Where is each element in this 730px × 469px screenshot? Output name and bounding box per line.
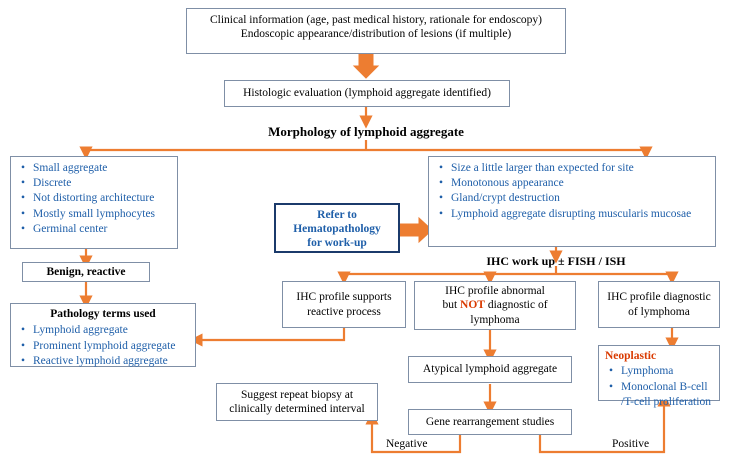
neoplastic-title: Neoplastic xyxy=(605,350,657,362)
node-neoplastic xyxy=(598,345,720,408)
ihc-abnormal-line2-pre: but xyxy=(442,299,461,312)
edge-label-negative-text: Negative xyxy=(386,438,428,450)
atypical-aggregate-text: Atypical lymphoid aggregate xyxy=(422,363,558,376)
ihc-abnormal-line2 xyxy=(421,298,569,327)
node-ihc-diagnostic xyxy=(598,281,720,328)
pathology-terms-title: Pathology terms used xyxy=(50,308,156,320)
heading-ihc-workup xyxy=(452,254,660,269)
heading-morphology-text: Morphology of lymphoid aggregate xyxy=(268,124,464,139)
refer-line1: Refer to xyxy=(317,209,357,221)
node-benign-features xyxy=(10,156,178,249)
edge-label-positive-text: Positive xyxy=(612,438,650,450)
list-item: • Gland/crypt destruction xyxy=(449,191,709,206)
ihc-abnormal-line1: IHC profile abnormal xyxy=(445,284,545,297)
list-item: • Small aggregate xyxy=(31,161,171,176)
heading-ihc-workup-text: IHC work up ± FISH / ISH xyxy=(486,254,626,268)
node-refer-hematopathology xyxy=(274,203,400,253)
ihc-diagnostic-line2: of lymphoma xyxy=(628,305,690,318)
list-item: • Discrete xyxy=(31,176,171,191)
ihc-reactive-line2: reactive process xyxy=(307,305,381,318)
ihc-abnormal-not-emphasis: NOT xyxy=(460,299,485,312)
edge-label-positive xyxy=(612,438,649,450)
neoplastic-list xyxy=(605,364,713,410)
list-item: • Lymphoma xyxy=(619,364,713,379)
heading-morphology xyxy=(236,124,496,140)
list-item: • Monotonous appearance xyxy=(449,176,709,191)
clinical-information-line1: Clinical information (age, past medical history, rationale for endoscopy) xyxy=(209,14,542,26)
pathology-terms-list xyxy=(17,323,189,369)
list-item: • Size a little larger than expected for site xyxy=(449,161,709,176)
list-item: • Prominent lymphoid aggregate xyxy=(31,339,189,354)
node-atypical-aggregate xyxy=(408,356,572,383)
list-item: • Monoclonal B-cell /T-cell proliferation xyxy=(619,380,713,410)
node-clinical-information xyxy=(186,8,566,54)
node-benign-reactive xyxy=(22,262,150,282)
list-item: • Lymphoid aggregate disrupting muscularis mucosae xyxy=(449,207,709,222)
benign-reactive-text: Benign, reactive xyxy=(46,265,126,278)
list-item: • Lymphoid aggregate xyxy=(31,323,189,338)
node-ihc-reactive xyxy=(282,281,406,328)
list-item: • Not distorting architecture xyxy=(31,191,171,206)
node-atypical-features xyxy=(428,156,716,247)
ihc-diagnostic-line1: IHC profile diagnostic xyxy=(607,291,711,304)
suggest-repeat-line1: Suggest repeat biopsy at xyxy=(240,388,354,401)
ihc-reactive-line1: IHC profile supports xyxy=(296,291,392,304)
suggest-repeat-line2: clinically determined interval xyxy=(229,403,365,415)
list-item: • Mostly small lymphocytes xyxy=(31,207,171,222)
list-item: • Germinal center xyxy=(31,222,171,237)
atypical-features-list xyxy=(435,161,709,222)
node-suggest-repeat-biopsy xyxy=(216,383,378,421)
gene-rearrangement-text: Gene rearrangement studies xyxy=(425,415,555,428)
list-item: • Reactive lymphoid aggregate xyxy=(31,354,189,369)
refer-line2: Hematopathology xyxy=(293,223,381,236)
refer-line3: for work-up xyxy=(307,237,367,250)
node-pathology-terms xyxy=(10,303,196,367)
ihc-abnormal-line2-post: diagnostic of lymphoma xyxy=(470,299,548,326)
benign-features-list xyxy=(17,161,171,237)
node-ihc-abnormal xyxy=(414,281,576,330)
block-arrow-down xyxy=(354,54,378,78)
edge-label-negative xyxy=(386,438,428,450)
node-histologic-evaluation xyxy=(224,80,510,107)
clinical-information-line2: Endoscopic appearance/distribution of lesions (if multiple) xyxy=(240,28,512,41)
histologic-evaluation-text: Histologic evaluation (lymphoid aggregate identified) xyxy=(243,87,491,100)
node-gene-rearrangement xyxy=(408,409,572,435)
